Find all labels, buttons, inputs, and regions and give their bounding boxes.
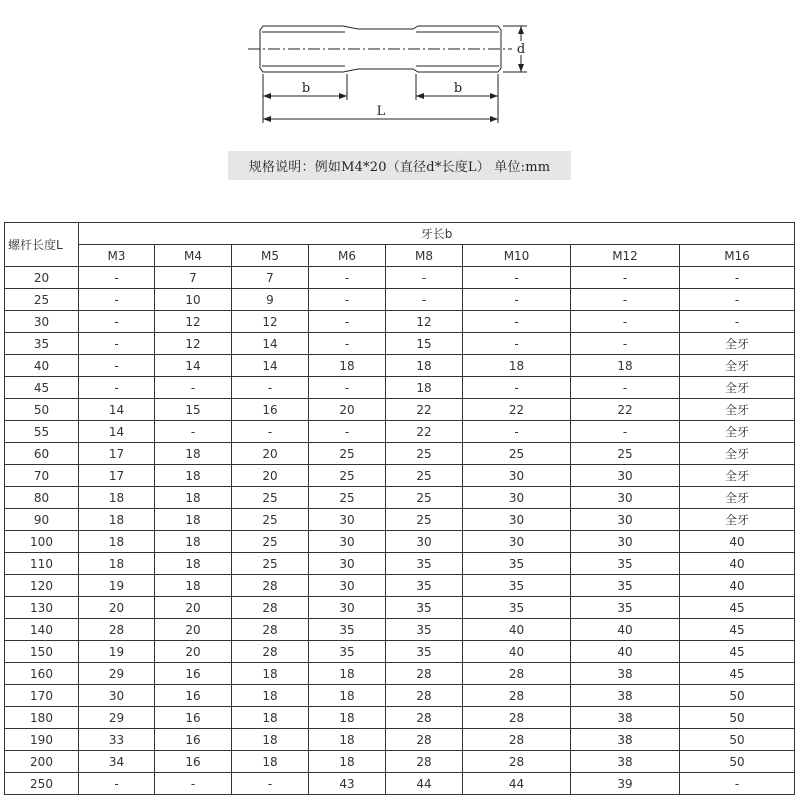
thread-length-cell: 35 [386,619,463,641]
length-cell: 120 [5,575,79,597]
thread-length-cell: 16 [155,685,232,707]
thread-length-cell: 30 [309,597,386,619]
length-cell: 190 [5,729,79,751]
thread-length-cell: 全牙 [680,509,795,531]
thread-length-cell: 16 [232,399,309,421]
thread-length-cell: 30 [309,575,386,597]
table-row [5,355,795,377]
thread-length-cell: 14 [79,421,155,443]
length-cell: 20 [5,267,79,289]
thread-length-cell: 25 [309,487,386,509]
table-row [5,443,795,465]
thread-length-cell: 35 [386,641,463,663]
length-header: 螺杆长度L [5,223,79,267]
thread-length-cell: 20 [232,443,309,465]
thread-length-cell: - [232,773,309,795]
size-header-m3: M3 [79,245,155,267]
thread-length-cell: 28 [232,575,309,597]
length-cell: 160 [5,663,79,685]
thread-length-cell: - [309,289,386,311]
thread-length-cell: - [463,377,571,399]
thread-length-cell: - [386,289,463,311]
thread-length-cell: 28 [79,619,155,641]
thread-length-cell: 16 [155,707,232,729]
table-row [5,729,795,751]
thread-length-cell: - [680,773,795,795]
thread-length-cell: 30 [309,553,386,575]
thread-length-cell: 40 [680,553,795,575]
thread-length-cell: 全牙 [680,333,795,355]
thread-length-cell: 50 [680,751,795,773]
thread-length-cell: 18 [232,707,309,729]
thread-length-cell: 25 [463,443,571,465]
thread-length-cell: 38 [571,663,680,685]
thread-length-cell: 25 [232,509,309,531]
thread-length-cell: - [386,267,463,289]
thread-length-cell: 15 [386,333,463,355]
thread-length-cell: - [571,289,680,311]
size-header-m6: M6 [309,245,386,267]
thread-length-cell: 50 [680,685,795,707]
thread-length-cell: 40 [680,575,795,597]
thread-length-cell: 20 [309,399,386,421]
dimension-L: L [376,104,386,119]
thread-length-cell: - [79,377,155,399]
thread-length-cell: 全牙 [680,355,795,377]
thread-length-cell: 25 [571,443,680,465]
thread-length-cell: - [463,289,571,311]
thread-length-cell: 28 [386,751,463,773]
thread-length-cell: 18 [155,553,232,575]
thread-length-cell: 18 [386,377,463,399]
thread-length-cell: 28 [463,663,571,685]
thread-length-cell: 25 [232,487,309,509]
thread-length-cell: 25 [232,531,309,553]
thread-length-cell: 18 [155,531,232,553]
thread-length-cell: 44 [386,773,463,795]
thread-length-cell: 29 [79,663,155,685]
thread-length-cell: 16 [155,663,232,685]
table-row [5,685,795,707]
thread-length-cell: 25 [309,465,386,487]
thread-length-cell: 28 [232,619,309,641]
thread-length-cell: 28 [463,751,571,773]
thread-length-cell: - [309,333,386,355]
thread-length-cell: 39 [571,773,680,795]
thread-length-cell: 35 [463,597,571,619]
length-cell: 140 [5,619,79,641]
table-row [5,377,795,399]
thread-length-cell: 38 [571,729,680,751]
thread-length-cell: 7 [232,267,309,289]
table-row [5,531,795,553]
dimension-d: d [516,42,526,57]
length-cell: 170 [5,685,79,707]
length-cell: 45 [5,377,79,399]
thread-length-cell: 18 [232,751,309,773]
thread-length-cell: 30 [463,487,571,509]
thread-length-cell: 30 [386,531,463,553]
thread-length-cell: 35 [386,597,463,619]
table-row [5,399,795,421]
thread-length-cell: 18 [79,553,155,575]
size-header-m4: M4 [155,245,232,267]
thread-length-cell: 全牙 [680,487,795,509]
size-header-m10: M10 [463,245,571,267]
thread-length-cell: 18 [309,355,386,377]
thread-length-cell: 18 [463,355,571,377]
thread-length-cell: 38 [571,707,680,729]
thread-length-cell: 30 [463,465,571,487]
table-row [5,641,795,663]
thread-length-cell: - [463,311,571,333]
thread-length-cell: 34 [79,751,155,773]
thread-length-cell: 35 [463,575,571,597]
thread-length-cell: 17 [79,465,155,487]
length-cell: 35 [5,333,79,355]
thread-length-cell: 40 [680,531,795,553]
table-row [5,487,795,509]
thread-length-cell: 22 [571,399,680,421]
thread-length-cell: 12 [232,311,309,333]
thread-length-cell: - [232,421,309,443]
thread-length-cell: 17 [79,443,155,465]
thread-length-cell: 35 [309,619,386,641]
length-cell: 130 [5,597,79,619]
table-row [5,333,795,355]
thread-length-cell: - [309,267,386,289]
table-row [5,575,795,597]
thread-length-cell: 40 [463,641,571,663]
thread-length-cell: 45 [680,619,795,641]
thread-length-cell: 28 [232,597,309,619]
thread-length-cell: 30 [463,531,571,553]
thread-length-cell: 18 [571,355,680,377]
thread-length-cell: 50 [680,729,795,751]
thread-length-cell: 16 [155,751,232,773]
thread-length-cell: 25 [386,465,463,487]
thread-length-cell: 30 [79,685,155,707]
thread-length-cell: 44 [463,773,571,795]
thread-length-cell: 12 [155,311,232,333]
size-header-m12: M12 [571,245,680,267]
length-cell: 100 [5,531,79,553]
thread-length-header: 牙长b [79,223,795,245]
thread-length-cell: - [680,267,795,289]
thread-length-cell: 35 [386,553,463,575]
thread-length-cell: 30 [571,531,680,553]
thread-length-cell: 18 [79,531,155,553]
thread-length-cell: 22 [463,399,571,421]
table-row [5,509,795,531]
thread-length-cell: 12 [155,333,232,355]
thread-length-cell: 28 [386,663,463,685]
length-cell: 50 [5,399,79,421]
thread-length-cell: 全牙 [680,399,795,421]
length-cell: 150 [5,641,79,663]
table-row [5,707,795,729]
thread-length-cell: - [155,773,232,795]
thread-length-cell: - [571,421,680,443]
stud-bolt-diagram [0,0,800,140]
thread-length-cell: 40 [571,619,680,641]
table-row [5,773,795,795]
thread-length-cell: - [571,267,680,289]
table-row [5,619,795,641]
thread-length-cell: 28 [463,707,571,729]
thread-length-cell: 19 [79,641,155,663]
thread-length-cell: 38 [571,685,680,707]
thread-length-cell: 25 [232,553,309,575]
thread-length-cell: - [463,333,571,355]
thread-length-cell: - [79,311,155,333]
thread-length-cell: - [463,267,571,289]
dimension-b-right: b [453,81,463,96]
thread-length-cell: 18 [155,465,232,487]
table-row [5,663,795,685]
thread-length-cell: 18 [232,685,309,707]
thread-length-cell: 29 [79,707,155,729]
length-cell: 40 [5,355,79,377]
thread-length-cell: 35 [571,597,680,619]
thread-length-cell: 30 [309,509,386,531]
length-cell: 60 [5,443,79,465]
thread-length-cell: 18 [309,663,386,685]
thread-length-cell: 16 [155,729,232,751]
thread-length-cell: - [680,289,795,311]
table-row [5,553,795,575]
length-cell: 80 [5,487,79,509]
thread-length-cell: 全牙 [680,443,795,465]
thread-length-cell: 18 [309,729,386,751]
thread-length-cell: 14 [232,333,309,355]
table-row [5,311,795,333]
thread-length-cell: 35 [386,575,463,597]
thread-length-cell: - [155,377,232,399]
thread-length-cell: 18 [309,751,386,773]
thread-length-cell: 9 [232,289,309,311]
thread-length-cell: 15 [155,399,232,421]
thread-length-cell: - [79,355,155,377]
dimension-b-left: b [301,81,311,96]
thread-length-cell: 18 [155,487,232,509]
thread-length-cell: 25 [386,443,463,465]
thread-length-cell: - [463,421,571,443]
thread-length-cell: - [680,311,795,333]
length-cell: 110 [5,553,79,575]
thread-length-cell: 30 [571,487,680,509]
thread-length-cell: 33 [79,729,155,751]
thread-length-cell: 14 [79,399,155,421]
thread-length-cell: 18 [232,729,309,751]
table-row [5,597,795,619]
length-cell: 250 [5,773,79,795]
thread-length-cell: 30 [309,531,386,553]
thread-length-cell: 40 [463,619,571,641]
thread-length-cell: 14 [155,355,232,377]
size-header-m8: M8 [386,245,463,267]
thread-length-cell: 28 [386,685,463,707]
thread-length-cell: 30 [571,465,680,487]
thread-length-cell: 43 [309,773,386,795]
thread-length-cell: 18 [309,685,386,707]
length-cell: 90 [5,509,79,531]
thread-length-cell: 30 [463,509,571,531]
thread-length-cell: 35 [309,641,386,663]
thread-length-cell: 25 [386,487,463,509]
size-header-m16: M16 [680,245,795,267]
thread-length-cell: - [571,311,680,333]
thread-length-cell: - [571,333,680,355]
length-cell: 200 [5,751,79,773]
thread-length-cell: 50 [680,707,795,729]
thread-length-cell: 20 [232,465,309,487]
thread-length-cell: 18 [155,575,232,597]
size-header-row [5,245,795,267]
thread-length-cell: 19 [79,575,155,597]
thread-length-cell: - [309,421,386,443]
thread-length-cell: - [309,377,386,399]
thread-length-cell: 35 [571,575,680,597]
thread-length-cell: - [155,421,232,443]
thread-length-cell: 14 [232,355,309,377]
thread-length-cell: 28 [386,729,463,751]
thread-length-cell: 40 [571,641,680,663]
thread-length-cell: 25 [386,509,463,531]
thread-length-table [4,222,795,795]
thread-length-cell: 18 [309,707,386,729]
length-cell: 30 [5,311,79,333]
thread-length-cell: 30 [571,509,680,531]
thread-length-cell: 20 [155,641,232,663]
thread-length-cell: 45 [680,641,795,663]
thread-length-cell: 22 [386,421,463,443]
thread-length-cell: 18 [79,509,155,531]
thread-length-cell: 45 [680,663,795,685]
thread-length-cell: 18 [79,487,155,509]
length-cell: 55 [5,421,79,443]
thread-length-cell: 28 [386,707,463,729]
thread-length-cell: 35 [571,553,680,575]
thread-length-cell: 全牙 [680,465,795,487]
thread-length-cell: 25 [309,443,386,465]
thread-length-cell: - [232,377,309,399]
thread-length-cell: 28 [463,685,571,707]
length-cell: 180 [5,707,79,729]
thread-length-cell: 18 [155,509,232,531]
length-cell: 70 [5,465,79,487]
table-row [5,289,795,311]
thread-length-cell: 45 [680,597,795,619]
thread-length-cell: 全牙 [680,421,795,443]
thread-length-cell: 35 [463,553,571,575]
thread-length-cell: 28 [232,641,309,663]
size-header-m5: M5 [232,245,309,267]
length-cell: 25 [5,289,79,311]
thread-length-cell: - [79,773,155,795]
thread-length-cell: 20 [79,597,155,619]
thread-length-cell: - [79,333,155,355]
thread-length-cell: - [309,311,386,333]
thread-length-cell: 18 [386,355,463,377]
thread-length-cell: 7 [155,267,232,289]
thread-length-cell: 38 [571,751,680,773]
thread-length-cell: 20 [155,597,232,619]
table-row [5,421,795,443]
thread-length-cell: 10 [155,289,232,311]
thread-length-cell: 18 [155,443,232,465]
thread-length-cell: - [571,377,680,399]
thread-length-cell: 22 [386,399,463,421]
spec-caption: 规格说明：例如M4*20（直径d*长度L） 单位:mm [228,151,571,180]
table-row [5,751,795,773]
thread-length-cell: 全牙 [680,377,795,399]
thread-length-cell: - [79,289,155,311]
thread-length-cell: 20 [155,619,232,641]
table-row [5,465,795,487]
thread-length-cell: - [79,267,155,289]
table-row [5,267,795,289]
thread-length-cell: 18 [232,663,309,685]
thread-length-cell: 28 [463,729,571,751]
thread-length-cell: 12 [386,311,463,333]
